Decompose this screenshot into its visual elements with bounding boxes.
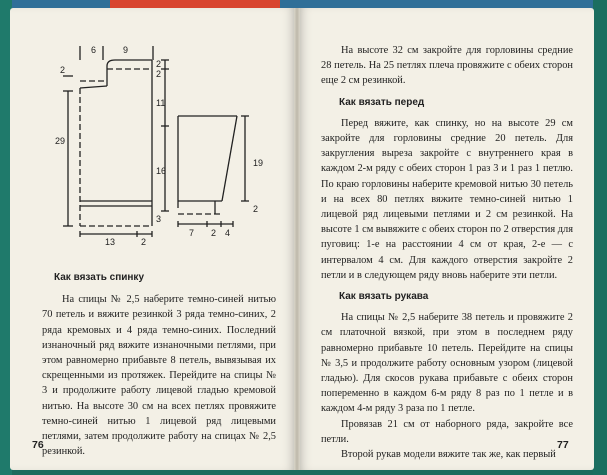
- left-page-text: [42, 270, 276, 459]
- page-number-right: 77: [557, 439, 569, 451]
- sleeve-section-heading: Как вязать рукава: [339, 291, 429, 303]
- second-sleeve-paragraph: Второй рукав модели вяжите так же, как первый: [341, 449, 556, 461]
- back-armhole-label-11: 11: [156, 98, 166, 108]
- back-width-label-6: 6: [91, 45, 97, 55]
- front-section-heading: Как вязать перед: [339, 96, 425, 108]
- back-body-label-16: 16: [156, 166, 167, 176]
- neckline-paragraph: На высоте 32 см закройте для горловины средние 28 петель. На 25 петлях плеча провяжите с обеих сторон еще 2 см резинкой.: [321, 45, 573, 87]
- right-page-text: [321, 43, 573, 462]
- pattern-diagram: [55, 36, 280, 246]
- back-rib-label-3: 3: [156, 214, 162, 224]
- sleeve-width-label-7: 7: [189, 228, 195, 238]
- sleeve-width-label-4: 4: [225, 228, 231, 238]
- front-instructions: Перед вяжите, как спинку, но на высоте 29 см закройте для горловины средние 20 петель. Для закругления выреза закройте с внутреннего края в каждом 2-м ряду с обеих сторон 1 раз 3 и 1 раз 1 петлю. По краю горловины наберите кремовой нитью 30 петель и на всех 80 петлях вяжите темно-синей нитью 1 лицевой ряд лицевыми петлями и 2 см резинкой. На высоте 1 см вывяжите с обеих сторон по 2 отверстия для пуговиц: 1-е на расстоянии 4 см от края, 2-е — с интервалом 4 см. Для каждого отверстия закройте 2 петли и в следующем ряду вновь наберите эти петли.: [321, 117, 573, 281]
- page-number-left: 76: [32, 439, 44, 451]
- sleeve-bindoff-paragraph: Провязав 21 см от наборного ряда, закройте все петли.: [321, 418, 573, 445]
- sleeve-schematic: [178, 116, 263, 238]
- back-bottom-label-13: 13: [105, 237, 116, 246]
- back-bottom-label-2: 2: [141, 237, 147, 246]
- sleeve-instructions: На спицы № 2,5 наберите 38 петель и провяжите 2 см платочной вязкой, при этом в последнем ряду равномерно прибавьте 10 петель. Перейдите на спицы № 3,5 и продолжите работу основным узором (лицевой гладью). Для скосов рукава прибавьте с обеих сторон попеременно в каждом 6-м ряду 8 раз по 1 петле и в каждом 4-м ряду 3 раза по 1 петле.: [321, 312, 573, 415]
- back-width-label-9: 9: [123, 45, 129, 55]
- back-height-label-29: 29: [55, 136, 66, 146]
- back-left-label-2: 2: [60, 65, 66, 75]
- sleeve-cuff-label-2: 2: [253, 204, 259, 214]
- back-section-heading: Как вязать спинку: [54, 272, 144, 283]
- sleeve-height-label-19: 19: [253, 158, 264, 168]
- back-shoulder-label-2a: 2: [156, 59, 162, 69]
- cover-right-edge: [593, 0, 607, 475]
- back-instructions: На спицы № 2,5 наберите темно-синей нитью 70 петель и вяжите резинкой 3 ряда темно-синих, 2 ряда кремовых и 4 ряда темно-синих. Последний изнаночный ряд вяжите изнаночными петлями, при этом равномерно прибавьте 8 петель, вывязывая их скрещенными из протяжек. Перейдите на спицы № 3 и продолжите работу лицевой гладью кремовой нитью. На высоте 30 см на всех петлях провяжите темно-синей нитью 1 лицевой ряд лицевыми петлями, затем продолжите работу на спицах № 2,5 резинкой.: [42, 294, 276, 458]
- sleeve-width-label-2: 2: [211, 228, 217, 238]
- back-shoulder-label-2b: 2: [156, 69, 162, 79]
- back-piece-schematic: [55, 45, 169, 246]
- book-gutter: [294, 8, 300, 470]
